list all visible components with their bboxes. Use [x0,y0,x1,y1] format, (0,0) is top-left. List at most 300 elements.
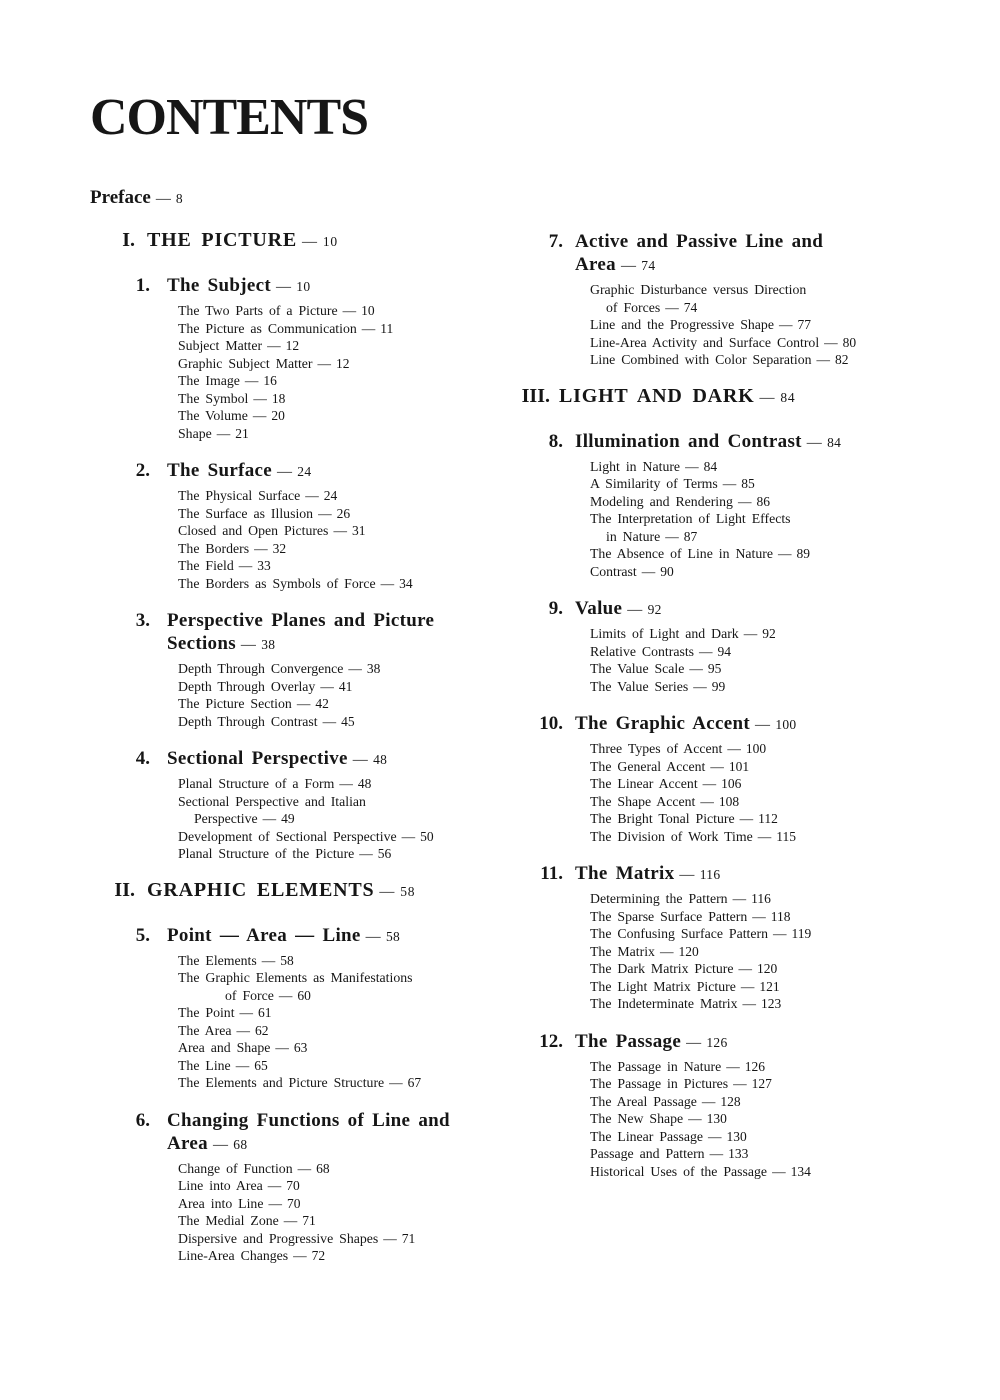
page-number: 60 [297,987,311,1003]
page-ref [637,564,674,579]
chapter-title-line [167,632,434,657]
subentry-line [590,316,950,334]
page-ref [734,961,778,976]
page-number: 58 [280,952,294,968]
part-numeral: II. [114,878,135,901]
page-ref [231,1058,268,1073]
page-ref [262,338,299,353]
subentry-line [590,1093,950,1111]
page-number: 80 [842,334,857,350]
chapter-title-line [167,274,310,299]
chapter-title-text: Changing Functions of Line and [167,1109,450,1131]
page-number: 10 [322,234,338,249]
chapter-title-line [575,862,720,887]
chapter-title-text: The Graphic Accent [575,713,750,734]
page-ref [384,1075,421,1090]
subentry-text: Dispersive and Progressive Shapes [178,1230,379,1246]
toc-subentry [178,1247,512,1265]
toc-subentry [178,1160,512,1178]
dash: — [267,338,281,353]
subentry-text: Subject Matter [178,338,263,353]
page-ref [354,846,391,861]
page-ref [361,925,400,946]
subentry-line [590,334,950,352]
chapter-title-line [575,230,823,253]
toc-subentry [178,1177,512,1195]
dash: — [665,528,679,544]
page-number: 12 [336,355,350,371]
subentry-line [590,1110,950,1128]
subentry-line [178,425,512,443]
subentry-line [590,299,950,317]
chapter-entry [512,862,950,1013]
page-ref [292,696,329,711]
subentry-line [178,952,512,970]
part-title [147,878,415,904]
toc-subentry [178,540,512,558]
subentry-line [178,522,512,540]
page-ref [681,1031,727,1052]
subentry-line [178,302,512,320]
page-number: 10 [296,279,311,294]
toc-subentry [178,1057,512,1075]
dash: — [317,355,331,371]
page-number: 92 [647,602,662,617]
subentry-text: The Bright Tonal Picture [590,811,735,826]
page-number: 32 [272,540,287,556]
subentry-text: The Sparse Surface Pattern [590,908,748,924]
subentry-line [178,713,512,731]
dash: — [726,1058,740,1074]
chapter-title-text: Point — Area — Line [167,924,361,946]
dash: — [380,575,395,591]
page-ref [374,879,415,901]
chapter-title-text: Active and Passive Line and [575,231,824,252]
page-number: 41 [338,678,353,694]
page-ref [338,303,375,318]
toc-subentry [590,925,950,943]
subentry-line [590,758,950,776]
subentry-text: Modeling and Rendering [590,493,733,509]
page-number: 101 [728,758,750,774]
subentry-text: The Division of Work Time [590,828,753,844]
toc-subentry [178,1212,512,1230]
subentry-text: The Areal Passage [590,1093,697,1109]
dash: — [773,926,787,941]
chapter-entry [512,597,950,695]
chapter-heading [512,712,950,737]
subentry-text: Sectional Perspective and Italian [178,793,366,809]
page-ref [318,714,355,729]
subentry-text: Passage and Pattern [590,1146,705,1161]
chapter-title-line [575,253,823,278]
chapter-entry [90,1109,512,1265]
subentry-list [512,1058,950,1181]
chapter-title [167,924,400,949]
chapter-title-line [167,459,311,484]
chapter-title [575,712,796,737]
subentry-line [178,505,512,523]
subentry-line [590,458,950,476]
subentry-text: The Medial Zone [178,1213,279,1228]
page-number: 24 [323,488,338,503]
page-number: 120 [757,961,778,976]
page-number: 74 [641,258,656,273]
subentry-text: The Physical Surface [178,488,301,503]
toc-subentry [178,1039,512,1057]
toc-subentry [178,1074,512,1092]
toc-subentry [178,522,512,540]
page-ref [753,829,796,844]
page-ref [300,488,337,503]
dash: — [659,943,674,959]
page-ref [728,1076,772,1091]
page-number: 63 [293,1040,308,1055]
subentry-text: The Linear Passage [590,1128,704,1144]
dash: — [275,279,292,295]
dash: — [339,776,353,791]
page-number: 70 [286,1178,300,1193]
toc-subentry [590,475,950,493]
subentry-text: The Value Scale [590,661,685,676]
toc-subentry [178,775,512,793]
toc-subentry [590,960,950,978]
part-title-text: GRAPHIC ELEMENTS [147,878,375,901]
toc-subentry [590,1093,950,1111]
subentry-text: of Forces [606,299,661,315]
page-number: 94 [717,643,732,659]
chapter-heading [512,597,950,622]
toc-subentry [590,281,950,316]
page-number: 77 [797,317,811,332]
toc-subentry [178,505,512,523]
subentry-line [590,775,950,793]
subentry-text: The Line [178,1057,231,1073]
subentry-text: Perspective [194,811,258,826]
page-number: 100 [775,717,797,732]
subentry-text: The New Shape [590,1111,684,1126]
chapter-title-text: Area [167,1132,208,1154]
page-number: 90 [660,563,674,579]
dash: — [755,717,771,733]
dash: — [679,867,695,883]
page-ref [270,1040,307,1055]
dash: — [379,883,396,900]
page-number: 50 [420,828,434,844]
subentry-text: The Picture as Communication [178,320,357,336]
toc-subentry [590,995,950,1013]
page-number: 71 [302,1213,316,1228]
page-ref [735,811,778,826]
dash: — [365,928,381,945]
page-number: 116 [751,891,771,906]
page-ref [819,335,856,350]
preface-page-ref [151,187,183,208]
page-ref [257,953,294,968]
page-ref [774,317,811,332]
toc-subentry [590,1163,950,1181]
page-number: 84 [780,389,796,405]
subentry-text: The Linear Accent [590,776,698,791]
page-number: 58 [400,883,416,899]
subentry-line [590,1058,950,1076]
subentry-list [90,302,512,442]
page-ref [703,1129,747,1144]
subentry-line [178,660,512,678]
subentry-line [590,625,950,643]
dash: — [283,1213,298,1228]
dash: — [239,1005,254,1020]
page-ref [234,558,271,573]
subentry-line [590,528,950,546]
dash: — [320,678,334,694]
chapter-title [575,1030,728,1055]
subentry-line [590,828,950,846]
subentry-text: Depth Through Overlay [178,678,316,694]
page-number: 68 [316,1160,330,1176]
page-ref [660,300,697,315]
chapter-entry [90,274,512,442]
subentry-line [178,845,512,863]
dash: — [261,952,276,968]
subentry-text: Area into Line [178,1195,264,1211]
toc-subentry [178,660,512,678]
page-number: 112 [758,811,778,826]
toc-subentry [178,390,512,408]
page-ref [236,633,275,654]
toc-subentry [590,563,950,581]
chapter-heading [512,1030,950,1055]
page-ref [755,385,796,407]
toc-subentry [178,678,512,696]
toc-subentry [590,828,950,846]
subentry-line [178,1177,512,1195]
toc-subentry [590,334,950,352]
dash: — [235,1057,250,1073]
page-number: 126 [706,1034,728,1050]
page-ref [773,546,810,561]
page-ref [683,1111,727,1126]
toc-subentry [590,643,950,661]
page-ref [684,661,721,676]
page-ref [235,1005,272,1020]
chapter-title [575,862,720,887]
page-number: 92 [762,626,776,641]
chapter-title-line [575,1030,728,1055]
page-ref [736,979,780,994]
subentry-text: The Interpretation of Light Effects [590,511,791,526]
chapter-number: 8. [548,430,563,452]
page-number: 8 [175,191,183,206]
preface-label: Preface [90,187,151,208]
page-number: 70 [286,1195,301,1211]
dash: — [361,320,376,336]
chapter-title [167,1109,450,1157]
subentry-text: The Borders [178,540,250,556]
page-ref [698,776,742,791]
dash: — [806,434,823,451]
page-ref [279,1213,316,1228]
toc-subentry [178,969,512,1004]
toc-subentry [590,978,950,996]
subentry-line [178,775,512,793]
subentry-text: Contrast [590,563,637,579]
dash: — [359,846,373,861]
subentry-list [90,487,512,592]
part-numeral: III. [521,384,550,407]
subentry-text: The Elements [178,952,257,968]
part-title-text: LIGHT AND DARK [559,384,755,407]
chapter-title [167,274,310,299]
toc-subentry [178,1004,512,1022]
toc-subentry [590,458,950,476]
part-title [559,384,795,410]
chapter-title [167,747,387,772]
dash: — [352,752,369,768]
subentry-line [178,487,512,505]
page-ref [688,679,725,694]
toc-subentry [590,625,950,643]
page-number: 106 [721,776,742,791]
chapter-title-text: Value [575,598,623,619]
dash: — [727,741,741,756]
dash: — [262,811,277,826]
dash: — [342,303,357,318]
chapter-entry [512,430,950,581]
subentry-text: Development of Sectional Perspective [178,828,397,844]
subentry-line [590,960,950,978]
page-number: 61 [258,1005,272,1020]
dash: — [155,191,171,207]
toc-subentry [178,952,512,970]
subentry-text: The Shape Accent [590,793,696,809]
subentry-text: Line into Area [178,1178,263,1193]
page-number: 85 [741,476,755,491]
part-heading [90,228,512,254]
toc-subentry [590,1128,950,1146]
dash: — [252,408,267,423]
page-ref [747,909,790,924]
page-number: 26 [336,505,351,521]
chapter-number: 1. [135,275,150,296]
chapter-title-text: The Subject [167,275,271,296]
toc-column-left [90,213,512,1265]
chapter-number: 12. [539,1030,563,1052]
page-ref [733,494,770,509]
subentry-line [178,1004,512,1022]
page-ref [695,794,739,809]
dash: — [693,678,707,694]
page-ref [263,1178,300,1193]
page-number: 84 [827,434,842,450]
subentry-text: Determining the Pattern [590,891,728,906]
dash: — [732,891,747,906]
subentry-line [178,407,512,425]
toc-subentry [178,337,512,355]
subentry-line [178,810,512,828]
chapter-number: 2. [135,460,150,481]
subentry-text: Line and the Progressive Shape [590,317,774,332]
chapter-title [575,430,841,455]
chapter-number: 5. [135,924,150,946]
dash: — [348,661,362,676]
page-ref [272,460,311,481]
chapter-title-line [575,597,662,622]
page-ref [616,254,655,275]
subentry-text: Light in Nature [590,458,681,474]
subentry-text: The Absence of Line in Nature [590,546,773,561]
dash: — [254,540,268,556]
toc-subentry [590,1145,950,1163]
page-number: 130 [726,1128,747,1144]
page-number: 71 [401,1230,416,1246]
part-title-text: THE PICTURE [147,229,298,251]
dash: — [401,828,416,844]
chapter-title-line [167,924,400,949]
page-ref [334,776,371,791]
chapter-title [575,230,823,278]
chapter-heading [90,459,512,484]
subentry-line [178,575,512,593]
dash: — [236,1022,250,1038]
page-ref [258,811,295,826]
page-number: 123 [761,996,782,1011]
page-ref [768,926,811,941]
subentry-line [178,1230,512,1248]
subentry-text: The Field [178,558,234,573]
subentry-line [590,545,950,563]
subentry-list [90,952,512,1092]
dash: — [240,637,257,653]
page-ref [738,996,782,1011]
dash: — [275,1040,289,1055]
page-number: 11 [380,320,394,336]
page-number: 121 [759,978,780,994]
page-ref [313,356,350,371]
toc-subentry [590,908,950,926]
subentry-text: Graphic Subject Matter [178,355,313,371]
subentry-line [178,1195,512,1213]
subentry-line [178,1160,512,1178]
page-ref [721,1059,765,1074]
subentry-text: The Two Parts of a Picture [178,303,338,318]
subentry-list [512,890,950,1013]
chapter-heading [90,924,512,949]
subentry-text: The General Accent [590,758,706,774]
dash: — [816,352,831,367]
toc-subentry [590,660,950,678]
subentry-line [178,1057,512,1075]
part-heading [90,878,512,904]
dash: — [238,558,253,573]
dash: — [772,1163,786,1179]
subentry-line [178,1039,512,1057]
page-ref [705,1146,749,1161]
toc-subentry [590,678,950,696]
dash: — [293,1248,307,1263]
toc-subentry [178,845,512,863]
chapter-title-text: Sectional Perspective [167,748,348,769]
chapter-heading [512,430,950,455]
page-ref [397,829,434,844]
page-ref [249,541,286,556]
subentry-text: Closed and Open Pictures [178,523,329,538]
subentry-line [590,643,950,661]
toc-subentry [178,320,512,338]
dash: — [699,643,713,659]
page-ref [231,1023,268,1038]
page-number: 95 [707,661,722,676]
